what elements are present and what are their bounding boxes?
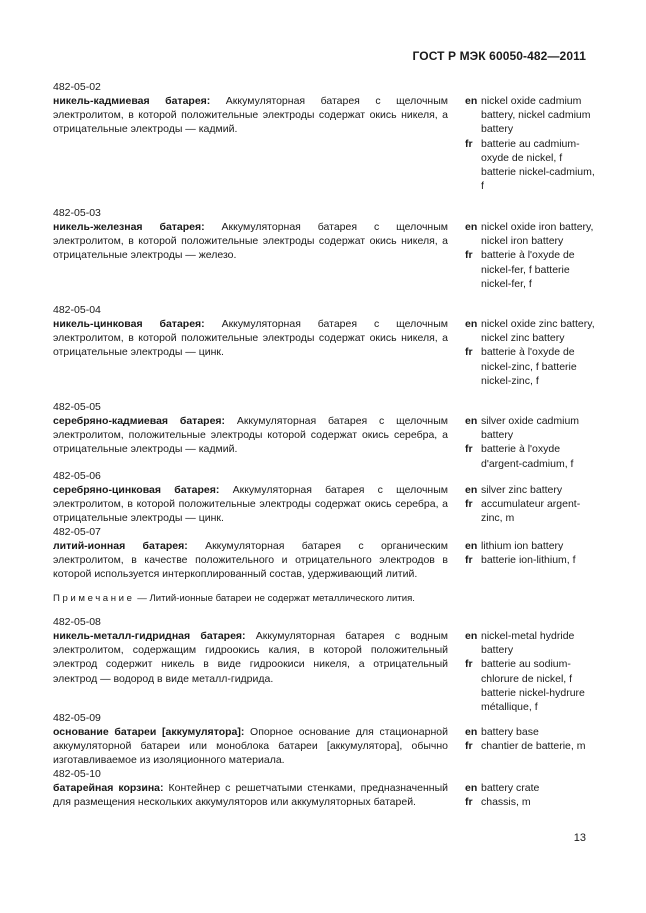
definition-text: Аккумуляторная батарея с органическим электролитом, в качестве положительного и отрицательного электродов в которой используется интеркоплированный состав, удерживающий литий. — [53, 540, 448, 581]
translation-text: batterie ion-lithium, f — [481, 554, 576, 567]
term-definition — [53, 781, 448, 809]
term-translations — [465, 414, 600, 471]
lang-code: fr — [465, 554, 473, 567]
translation-fr — [465, 553, 600, 567]
translation-fr — [465, 795, 600, 809]
term-code: 482-05-08 — [53, 616, 101, 628]
term-name: серебряно-цинковая батарея: — [53, 484, 220, 496]
lang-code: fr — [465, 137, 473, 150]
translation-text: batterie à l'oxyde de nickel-zinc, f batterie nickel-zinc, f — [481, 346, 577, 387]
term-translations — [465, 483, 600, 526]
translation-en — [465, 94, 600, 137]
lang-code: fr — [465, 498, 473, 511]
term-name: никель-металл-гидридная батарея: — [53, 630, 246, 642]
term-definition — [53, 317, 448, 360]
term-name: литий-ионная батарея: — [53, 540, 188, 552]
lang-code: fr — [465, 346, 473, 359]
translation-text: battery base — [481, 726, 539, 738]
term-name: никель-цинковая батарея: — [53, 318, 205, 330]
lang-code: fr — [465, 796, 473, 809]
term-name: никель-железная батарея: — [53, 221, 205, 233]
term-name: серебряно-кадмиевая батарея: — [53, 415, 226, 427]
definition-text: Контейнер с решетчатыми стенками, предназначенный для размещения нескольких аккумуляторов или аккумуляторных батарей. — [53, 782, 448, 809]
translation-fr — [465, 137, 600, 194]
lang-code: fr — [465, 249, 473, 262]
translation-fr — [465, 345, 600, 388]
lang-code: en — [465, 95, 478, 107]
translation-en — [465, 781, 600, 795]
definition-text: Аккумуляторная батарея с щелочным электролитом, в которой положительные электроды содержат окись серебра, а отрицательные электроды — цинк. — [53, 484, 448, 525]
translation-fr — [465, 739, 600, 753]
lang-code: en — [465, 540, 478, 552]
term-entry — [53, 525, 646, 581]
term-name: никель-кадмиевая батарея: — [53, 95, 211, 107]
translation-text: nickel-metal hydride battery — [481, 630, 575, 657]
term-definition — [53, 414, 448, 457]
translation-text: chantier de batterie, m — [481, 740, 586, 753]
lang-code: en — [465, 782, 478, 794]
translation-en — [465, 629, 600, 657]
term-code: 482-05-06 — [53, 470, 101, 482]
term-translations — [465, 539, 600, 567]
term-entry — [53, 615, 646, 714]
translation-text: batterie au cadmium-oxyde de nickel, f batterie nickel-cadmium, f — [481, 137, 595, 193]
definition-text: Аккумуляторная батарея с щелочным электролитом, в которой положительные электроды содержат окись никеля, а отрицательные электроды — железо. — [53, 221, 448, 262]
term-definition — [53, 483, 448, 526]
term-code: 482-05-05 — [53, 401, 101, 413]
term-translations — [465, 220, 600, 291]
translation-text: accumulateur argent-zinc, m — [481, 498, 581, 525]
document-header: ГОСТ Р МЭК 60050-482—2011 — [412, 49, 586, 63]
translation-text: batterie à l'oxyde d'argent-cadmium, f — [481, 443, 574, 470]
definition-text: Аккумуляторная батарея с водным электролитом, содержащим гидроокись калия, в которой положительный электрод содержит никель в виде гидроокиси никеля, а отрицательный электрод — водород в виде металл-гидрида. — [53, 630, 448, 685]
term-definition — [53, 220, 448, 263]
definition-text: Аккумуляторная батарея с щелочным электролитом, положительные электроды которой содержат окись серебра, а отрицательные электроды — кадмий. — [53, 415, 448, 456]
lang-code: en — [465, 726, 478, 738]
translation-text: silver zinc battery — [481, 484, 563, 496]
lang-code: en — [465, 318, 478, 330]
term-definition — [53, 94, 448, 137]
translation-text: batterie à l'oxyde de nickel-fer, f batterie nickel-fer, f — [481, 249, 575, 290]
term-entry — [53, 303, 646, 387]
note-label: Примечание — [53, 593, 135, 604]
translation-text: chassis, m — [481, 796, 531, 809]
term-translations — [465, 317, 600, 388]
translation-fr — [465, 657, 600, 714]
term-code: 482-05-03 — [53, 207, 101, 219]
translation-en — [465, 414, 600, 442]
term-entry — [53, 80, 646, 193]
term-entry — [53, 767, 646, 809]
term-code: 482-05-02 — [53, 81, 101, 93]
definition-text: Опорное основание для стационарной аккумуляторной батареи или моноблока батареи [аккумулятора], обычно изготавливаемое из изоляционного материала. — [53, 726, 448, 767]
translation-en — [465, 317, 600, 345]
translation-en — [465, 539, 600, 553]
lang-code: fr — [465, 658, 473, 671]
term-code: 482-05-09 — [53, 712, 101, 724]
translation-text: batterie au sodium-chlorure de nickel, f batterie nickel-hydrure métallique, f — [481, 658, 585, 714]
lang-code: en — [465, 415, 478, 427]
translation-fr — [465, 442, 600, 470]
definition-text: Аккумуляторная батарея с щелочным электролитом, в которой положительные электроды содержат окись никеля, а отрицательные электроды — кадмий. — [53, 95, 448, 136]
lang-code: fr — [465, 443, 473, 456]
term-translations — [465, 629, 600, 714]
translation-en — [465, 483, 600, 497]
term-entry — [53, 206, 646, 290]
lang-code: en — [465, 630, 478, 642]
page-number: 13 — [573, 832, 586, 844]
translation-en — [465, 220, 600, 248]
translation-text: silver oxide cadmium battery — [481, 415, 580, 442]
note — [53, 592, 415, 605]
term-entry — [53, 469, 646, 525]
translation-text: nickel oxide cadmium battery, nickel cadmium battery — [481, 95, 591, 136]
translation-text: nickel oxide iron battery, nickel iron battery — [481, 221, 594, 248]
translation-text: battery crate — [481, 782, 540, 794]
term-code: 482-05-04 — [53, 304, 101, 316]
translation-en — [465, 725, 600, 739]
term-definition — [53, 629, 448, 686]
term-entry — [53, 711, 646, 767]
lang-code: en — [465, 484, 478, 496]
lang-code: fr — [465, 740, 473, 753]
translation-fr — [465, 248, 600, 291]
translation-text: lithium ion battery — [481, 540, 564, 552]
term-translations — [465, 781, 600, 809]
term-translations — [465, 725, 600, 753]
note-text: — Литий-ионные батареи не содержат металлического лития. — [134, 593, 415, 604]
term-definition — [53, 539, 448, 582]
term-code: 482-05-07 — [53, 526, 101, 538]
term-code: 482-05-10 — [53, 768, 101, 780]
term-name: основание батареи [аккумулятора]: — [53, 726, 245, 738]
definition-text: Аккумуляторная батарея с щелочным электролитом, в которой положительные электроды содержат окись никеля, а отрицательные электроды — цинк. — [53, 318, 448, 359]
term-entry — [53, 400, 646, 470]
translation-text: nickel oxide zinc battery, nickel zinc battery — [481, 318, 595, 345]
term-name: батарейная корзина: — [53, 782, 164, 794]
term-definition — [53, 725, 448, 768]
term-translations — [465, 94, 600, 193]
lang-code: en — [465, 221, 478, 233]
translation-fr — [465, 497, 600, 525]
